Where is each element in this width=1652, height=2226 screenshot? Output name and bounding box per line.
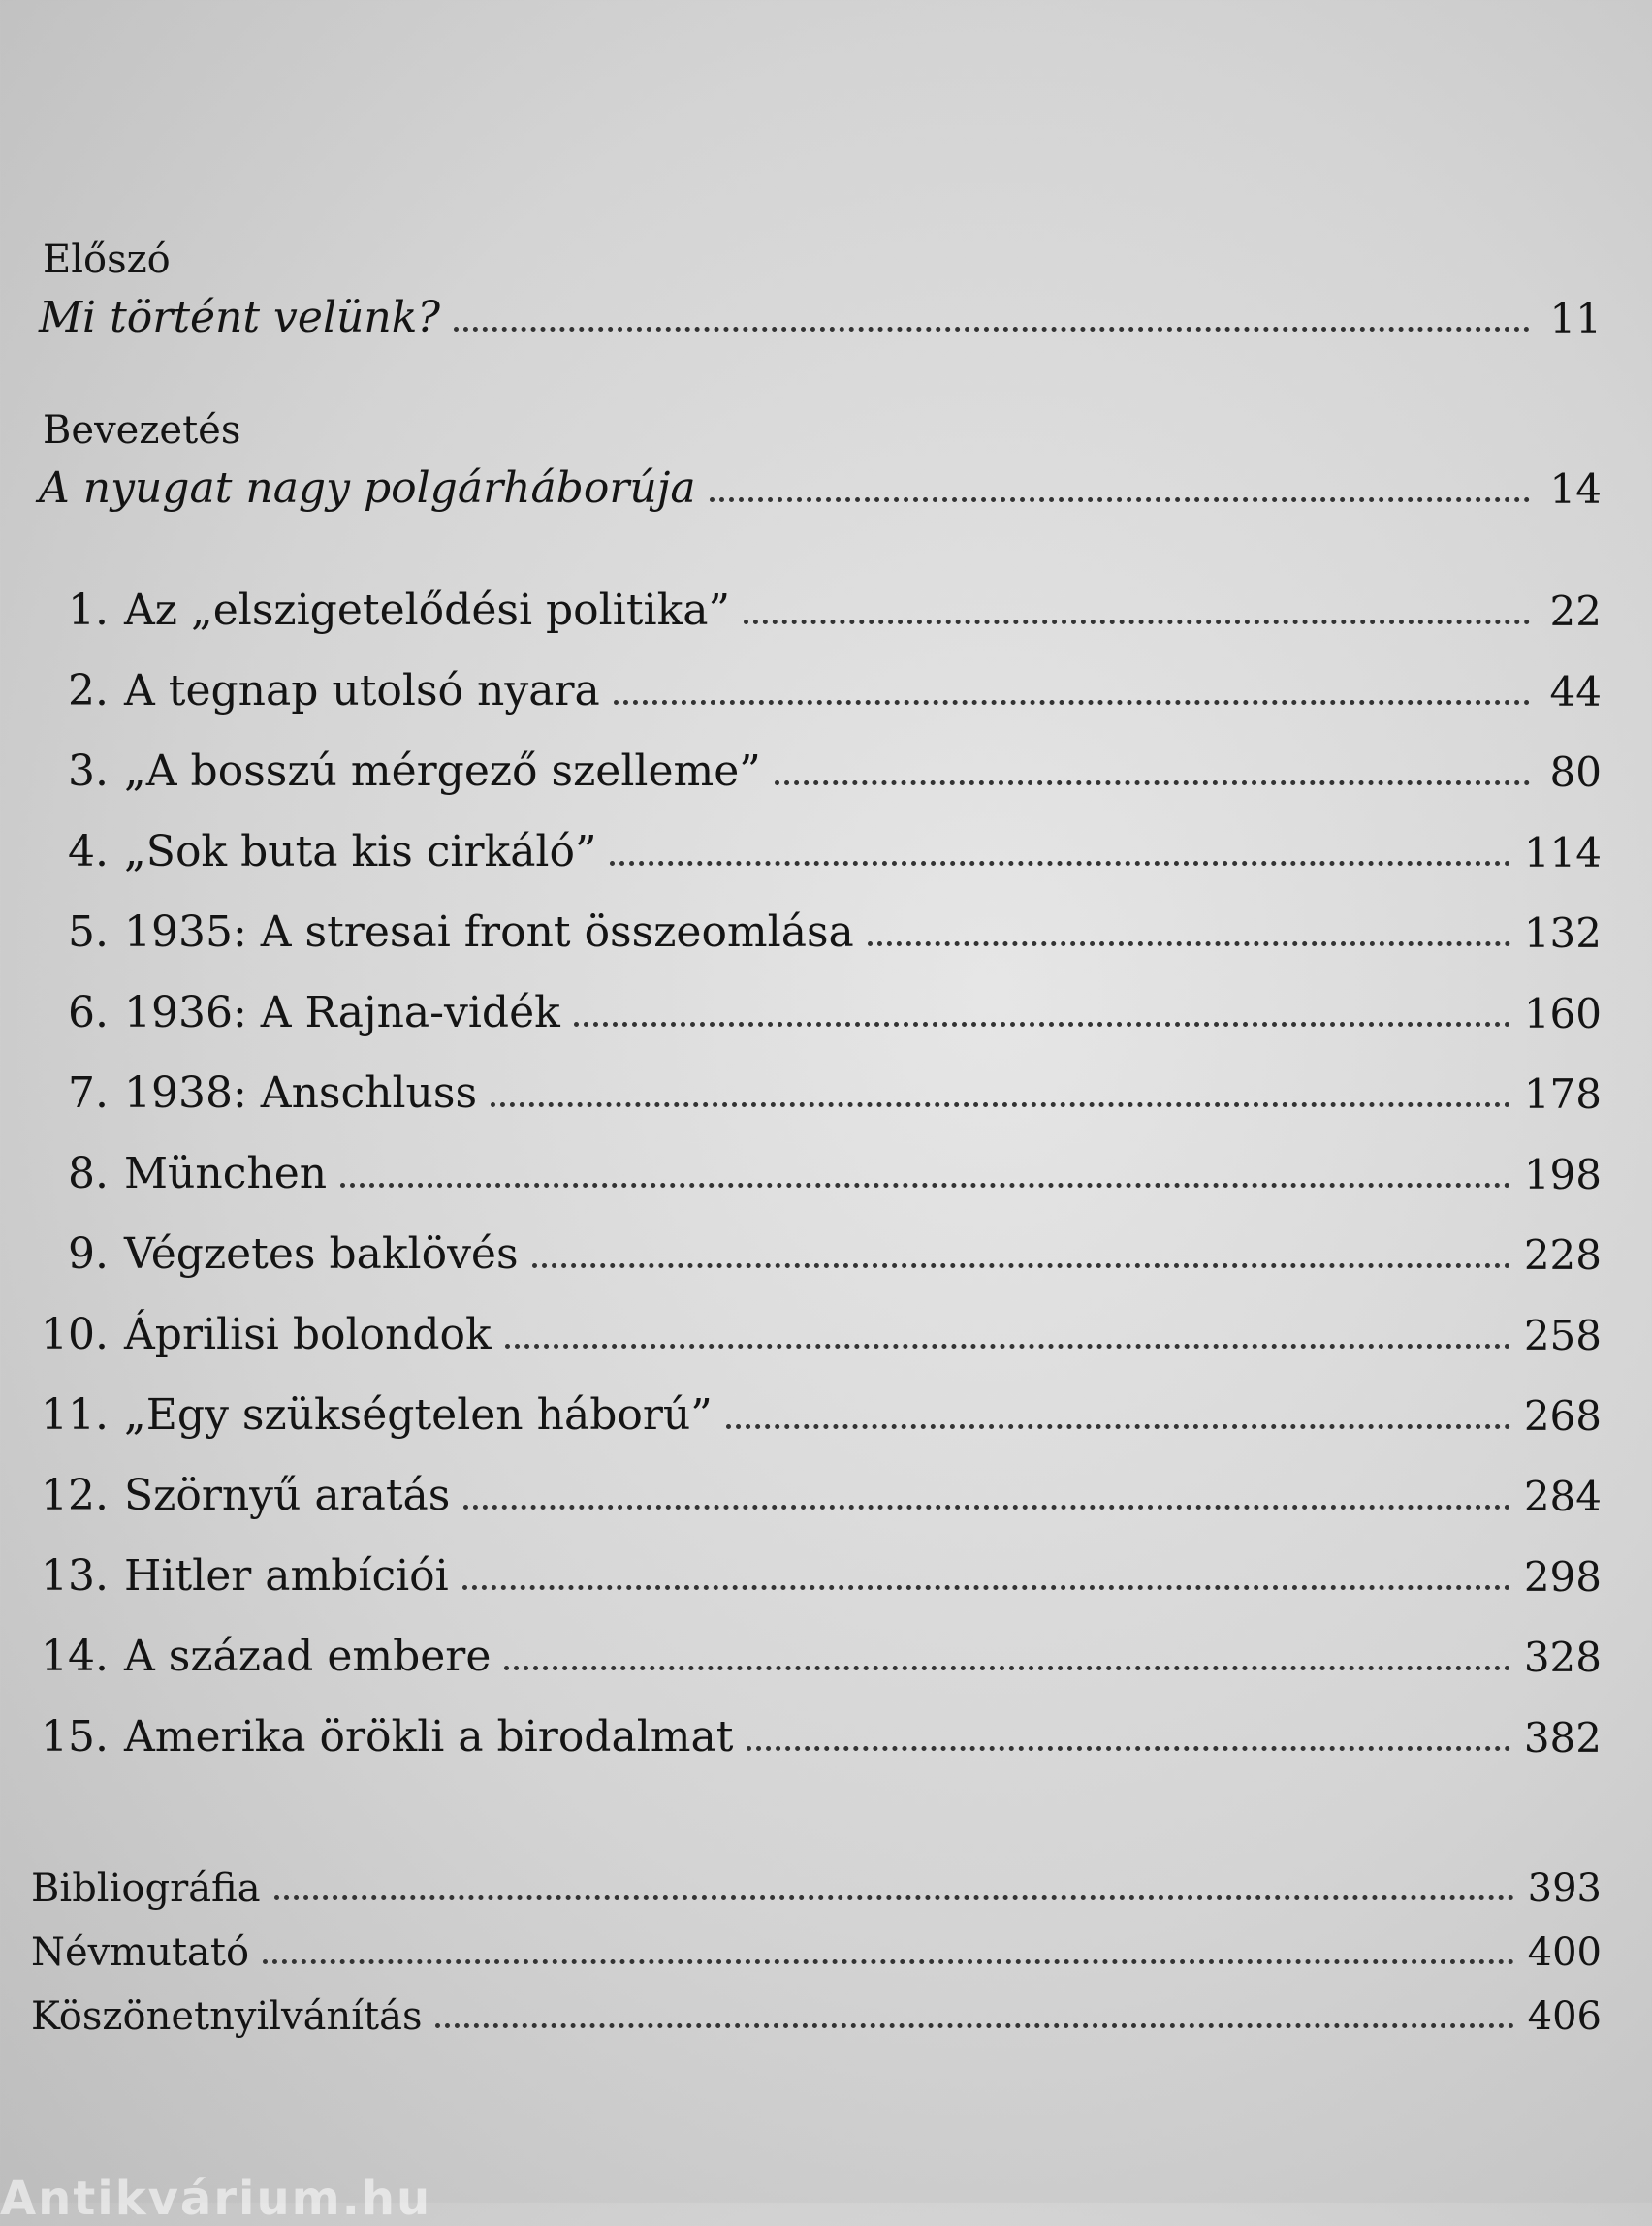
- toc-entry-chapter-5: [31, 896, 1602, 957]
- toc-page-number: 284: [1523, 1473, 1602, 1520]
- dot-leader: [710, 497, 1530, 502]
- chapter-number: 12.: [41, 1471, 109, 1520]
- chapter-number: 10.: [41, 1310, 109, 1359]
- toc-entry-chapter-3: [31, 735, 1602, 796]
- toc-page-number: 400: [1527, 1930, 1602, 1975]
- dot-leader: [274, 1895, 1514, 1900]
- toc-entry-chapter-7: [31, 1057, 1602, 1118]
- toc-entry-title: „Sok buta kis cirkáló”: [124, 827, 597, 876]
- chapter-number: 13.: [41, 1551, 109, 1601]
- toc-entry-title: Amerika örökli a birodalmat: [124, 1712, 734, 1762]
- toc-entry-chapter-11: [31, 1379, 1602, 1440]
- dot-leader: [614, 700, 1530, 705]
- toc-entry-chapter-15: [31, 1701, 1602, 1762]
- dot-leader: [462, 1585, 1510, 1590]
- toc-entry-name-index: [31, 1914, 1602, 1975]
- chapter-number: 5.: [68, 907, 109, 957]
- chapter-number: 8.: [68, 1149, 109, 1198]
- toc-entry-title: München: [124, 1149, 328, 1198]
- toc-entry-title: Köszönetnyilvánítás: [31, 1994, 423, 2039]
- toc-entry-title: Mi történt velünk?: [39, 293, 440, 342]
- toc-page-number: 44: [1549, 668, 1602, 716]
- introduction-label: Bevezetés: [43, 408, 241, 453]
- toc-page-number: 268: [1523, 1392, 1602, 1440]
- toc-entry-title: A tegnap utolsó nyara: [124, 666, 600, 716]
- dot-leader: [435, 2023, 1513, 2028]
- foreword-label: Előszó: [43, 238, 171, 282]
- dot-leader: [263, 1959, 1514, 1964]
- toc-page-number: 160: [1523, 990, 1602, 1037]
- toc-page-number: 406: [1527, 1994, 1602, 2039]
- toc-entry-chapter-6: [31, 976, 1602, 1037]
- dot-leader: [610, 861, 1509, 866]
- toc-entry-chapter-10: [31, 1298, 1602, 1359]
- dot-leader: [747, 1746, 1509, 1751]
- toc-entry-title: Névmutató: [31, 1930, 250, 1975]
- toc-entry-title: Az „elszigetelődési politika”: [124, 586, 730, 635]
- toc-entry-title: Szörnyű aratás: [124, 1471, 451, 1520]
- toc-entry-chapter-9: [31, 1218, 1602, 1279]
- toc-entry-chapter-1: [31, 574, 1602, 635]
- toc-entry-title: Végzetes baklövés: [124, 1229, 519, 1279]
- toc-entry-introduction: [39, 452, 1602, 513]
- toc-page-number: 14: [1549, 465, 1602, 513]
- dot-leader: [532, 1263, 1510, 1268]
- toc-entry-bibliography: [31, 1850, 1602, 1911]
- watermark: Antikvárium.hu: [0, 2172, 432, 2226]
- toc-page-number: 114: [1523, 829, 1602, 876]
- toc-page-number: 382: [1523, 1714, 1602, 1762]
- dot-leader: [504, 1666, 1509, 1670]
- chapter-number: 9.: [68, 1229, 109, 1279]
- toc-entry-chapter-14: [31, 1620, 1602, 1681]
- chapter-number: 4.: [68, 827, 109, 876]
- toc-entry-chapter-12: [31, 1459, 1602, 1520]
- toc-page-number: 178: [1523, 1070, 1602, 1118]
- dot-leader: [744, 620, 1530, 624]
- toc-entry-acknowledgements: [31, 1978, 1602, 2039]
- chapter-number: 3.: [68, 747, 109, 796]
- dot-leader: [574, 1022, 1510, 1027]
- toc-entry-title: Áprilisi bolondok: [124, 1310, 492, 1359]
- toc-entry-title: A nyugat nagy polgárháborúja: [39, 463, 696, 513]
- toc-page-number: 80: [1549, 748, 1602, 796]
- dot-leader: [491, 1102, 1510, 1107]
- toc-entry-title: „A bosszú mérgező szelleme”: [124, 747, 761, 796]
- dot-leader: [505, 1344, 1510, 1349]
- toc-page-number: 228: [1523, 1231, 1602, 1279]
- toc-entry-title: 1935: A stresai front összeomlása: [124, 907, 854, 957]
- chapter-number: 15.: [41, 1712, 109, 1762]
- toc-entry-title: Bibliográfia: [31, 1866, 261, 1911]
- toc-entry-title: Hitler ambíciói: [124, 1551, 449, 1601]
- toc-page-number: 11: [1549, 295, 1602, 342]
- toc-page-number: 22: [1549, 588, 1602, 635]
- dot-leader: [454, 327, 1530, 332]
- chapter-number: 7.: [68, 1068, 109, 1118]
- chapter-number: 1.: [68, 586, 109, 635]
- dot-leader: [868, 941, 1510, 946]
- toc-entry-chapter-8: [31, 1137, 1602, 1198]
- toc-entry-chapter-2: [31, 654, 1602, 716]
- toc-entry-title: „Egy szükségtelen háború”: [124, 1390, 713, 1440]
- dot-leader: [775, 780, 1530, 785]
- toc-page-number: 298: [1523, 1553, 1602, 1601]
- toc-page-number: 328: [1523, 1634, 1602, 1681]
- toc-entry-title: 1936: A Rajna-vidék: [124, 988, 560, 1037]
- chapter-number: 11.: [41, 1390, 109, 1440]
- dot-leader: [463, 1505, 1509, 1510]
- toc-entry-title: 1938: Anschluss: [124, 1068, 478, 1118]
- toc-page-number: 393: [1527, 1866, 1602, 1911]
- toc-page-number: 258: [1523, 1312, 1602, 1359]
- toc-entry-title: A század embere: [124, 1632, 492, 1681]
- chapter-number: 2.: [68, 666, 109, 716]
- dot-leader: [726, 1424, 1510, 1429]
- toc-entry-foreword: [39, 281, 1602, 342]
- toc-page-number: 198: [1523, 1151, 1602, 1198]
- toc-page-number: 132: [1523, 909, 1602, 957]
- dot-leader: [340, 1183, 1510, 1188]
- toc-entry-chapter-13: [31, 1540, 1602, 1601]
- chapter-number: 14.: [41, 1632, 109, 1681]
- chapter-number: 6.: [68, 988, 109, 1037]
- toc-entry-chapter-4: [31, 815, 1602, 874]
